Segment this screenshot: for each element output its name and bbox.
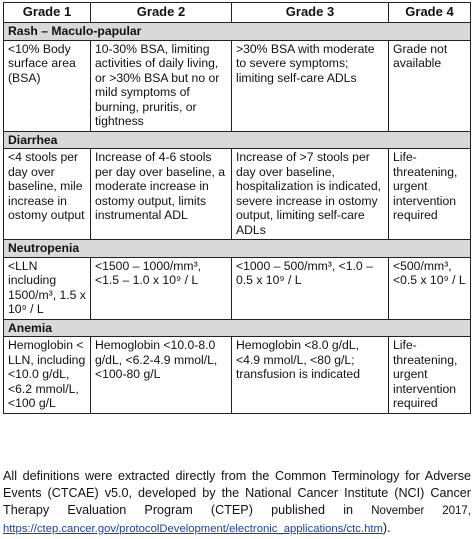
diarrhea-grade-2: Increase of 4-6 stools per day over baseline, a moderate increase in ostomy output, limits instrumental ADL <box>91 149 232 240</box>
section-title-anemia: Anemia <box>4 319 471 337</box>
rash-grade-2: 10-30% BSA, limiting activities of daily living, or >30% BSA but no or mild symptoms of burning, pruritis, or tightness <box>91 40 232 131</box>
ctcae-grading-table <box>3 2 471 414</box>
table-row <box>4 337 471 414</box>
header-grade-1: Grade 1 <box>4 3 91 23</box>
section-title-diarrhea: Diarrhea <box>4 131 471 149</box>
neutropenia-grade-2: <1500 – 1000/mm³, <1.5 – 1.0 x 10⁹ / L <box>91 257 232 319</box>
neutropenia-grade-4: <500/mm³, <0.5 x 10⁹ / L <box>389 257 471 319</box>
header-grade-2: Grade 2 <box>91 3 232 23</box>
table-row <box>4 257 471 319</box>
diarrhea-grade-3: Increase of >7 stools per day over baseline, hospitalization is indicated, severe increase in ostomy output, limiting self-care ADLs <box>232 149 389 240</box>
ctep-link[interactable]: https://ctep.cancer.gov/protocolDevelopment/electronic_applications/ctc.htm <box>3 523 383 535</box>
neutropenia-grade-1: <LLN including 1500/m³, 1.5 x 10⁹ / L <box>4 257 91 319</box>
diarrhea-grade-1: <4 stools per day over baseline, mile increase in ostomy output <box>4 149 91 240</box>
footnote-text: All definitions were extracted directly from the Common Terminology for Adverse Events (CTCAE) v5.0, developed by the National Cancer Institute (NCI) Cancer Therapy Evaluation Program (CTEP) published in <box>3 469 471 517</box>
anemia-grade-1: Hemoglobin < LLN, including <10.0 g/dL, <6.2 mmol/L, <100 g/L <box>4 337 91 414</box>
header-row <box>4 3 471 23</box>
section-header-rash <box>4 23 471 41</box>
section-header-diarrhea <box>4 131 471 149</box>
table-row <box>4 40 471 131</box>
section-header-neutropenia <box>4 240 471 258</box>
rash-grade-3: >30% BSA with moderate to severe symptoms; limiting self-care ADLs <box>232 40 389 131</box>
rash-grade-4: Grade not available <box>389 40 471 131</box>
footnote <box>3 468 471 538</box>
section-header-anemia <box>4 319 471 337</box>
header-grade-4: Grade 4 <box>389 3 471 23</box>
diarrhea-grade-4: Life-threatening, urgent intervention required <box>389 149 471 240</box>
anemia-grade-2: Hemoglobin <10.0-8.0 g/dL, <6.2-4.9 mmol/L, <100-80 g/L <box>91 337 232 414</box>
footnote-end: ). <box>382 521 391 535</box>
section-title-neutropenia: Neutropenia <box>4 240 471 258</box>
header-grade-3: Grade 3 <box>232 3 389 23</box>
rash-grade-1: <10% Body surface area (BSA) <box>4 40 91 131</box>
anemia-grade-4: Life-threatening, urgent intervention required <box>389 337 471 414</box>
footnote-published-date: November 2017, <box>371 505 471 517</box>
section-title-rash: Rash – Maculo-papular <box>4 23 471 41</box>
neutropenia-grade-3: <1000 – 500/mm³, <1.0 – 0.5 x 10⁹ / L <box>232 257 389 319</box>
table-row <box>4 149 471 240</box>
anemia-grade-3: Hemoglobin <8.0 g/dL, <4.9 mmol/L, <80 g/L; transfusion is indicated <box>232 337 389 414</box>
